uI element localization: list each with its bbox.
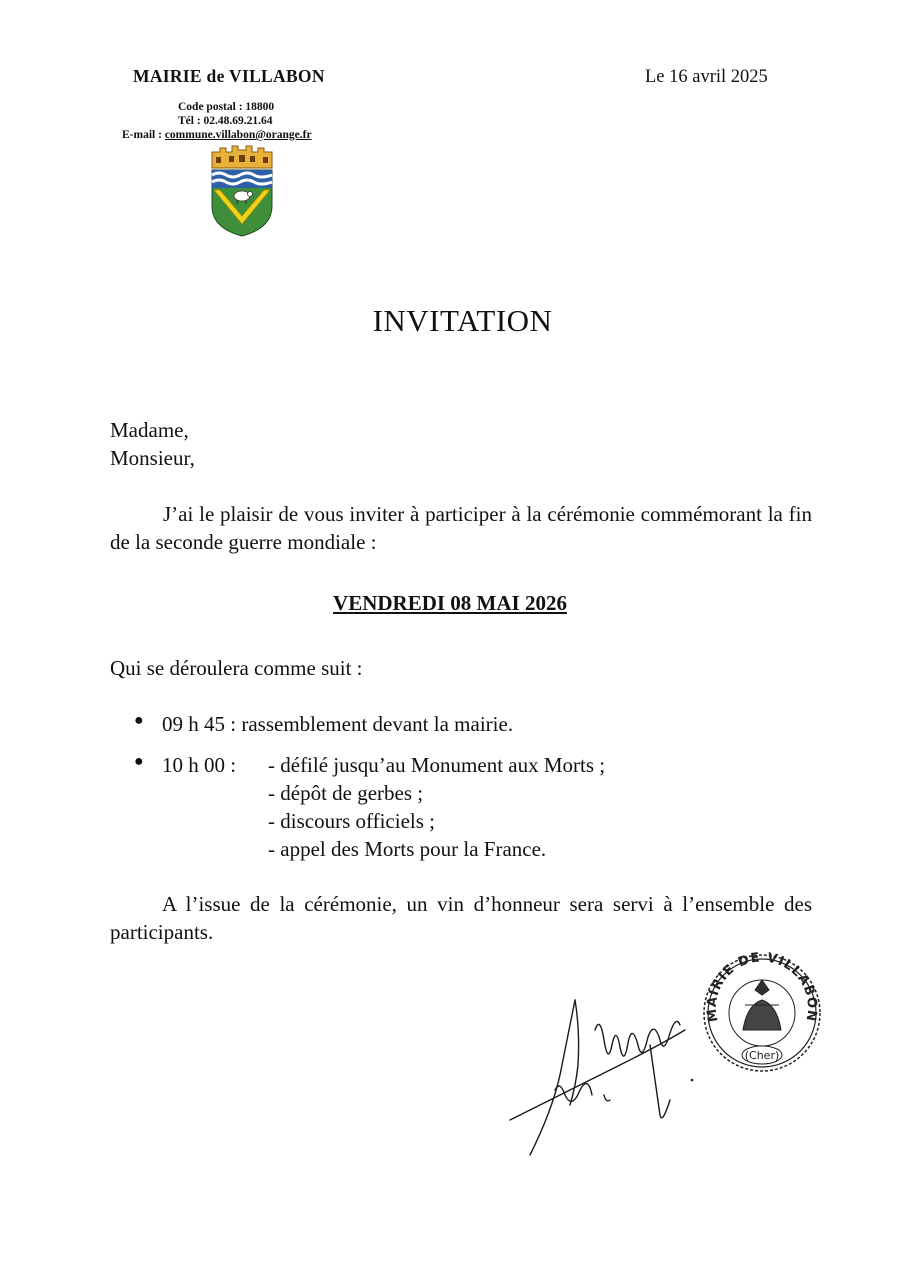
schedule-intro: Qui se déroulera comme suit : (110, 656, 363, 680)
seal-bottom-text: (Cher) (744, 1049, 780, 1062)
mayor-signature (500, 985, 710, 1160)
schedule-subitem: - appel des Morts pour la France. (268, 837, 547, 861)
mairie-seal-stamp (695, 945, 830, 1075)
svg-text:MAIRIE DE VILLABON: MAIRIE DE VILLABON (704, 950, 820, 1024)
document-title: INVITATION (372, 303, 553, 338)
schedule-subitem: - défilé jusqu’au Monument aux Morts ; (268, 753, 606, 777)
schedule-item-gathering: 09 h 45 : rassemblement devant la mairie. (162, 712, 514, 736)
salutation-madame: Madame, (110, 418, 189, 442)
email-line (122, 129, 312, 141)
schedule-item-time: 10 h 00 : (162, 753, 237, 777)
salutation-monsieur: Monsieur, (110, 446, 195, 470)
email-label: E-mail : (122, 129, 165, 141)
email-link[interactable]: commune.villabon@orange.fr (164, 129, 312, 141)
event-date: VENDREDI 08 MAI 2026 (333, 591, 567, 615)
mairie-title: MAIRIE de VILLABON (133, 66, 325, 86)
invitation-paragraph: J’ai le plaisir de vous inviter à participer à la cérémonie commémorant la fin de la seconde guerre mondiale : (110, 502, 812, 554)
schedule-subitem: - dépôt de gerbes ; (268, 781, 424, 805)
postal-code: Code postal : 18800 (178, 101, 275, 113)
bullet-icon: ● (134, 753, 144, 770)
villabon-coat-of-arms-icon (206, 144, 278, 238)
closing-paragraph: A l’issue de la cérémonie, un vin d’honneur sera servi à l’ensemble des participants. (110, 892, 812, 944)
letter-date: Le 16 avril 2025 (645, 67, 768, 87)
phone-number: Tél : 02.48.69.21.64 (178, 115, 273, 127)
schedule-subitem: - discours officiels ; (268, 809, 435, 833)
bullet-icon: ● (134, 712, 144, 729)
